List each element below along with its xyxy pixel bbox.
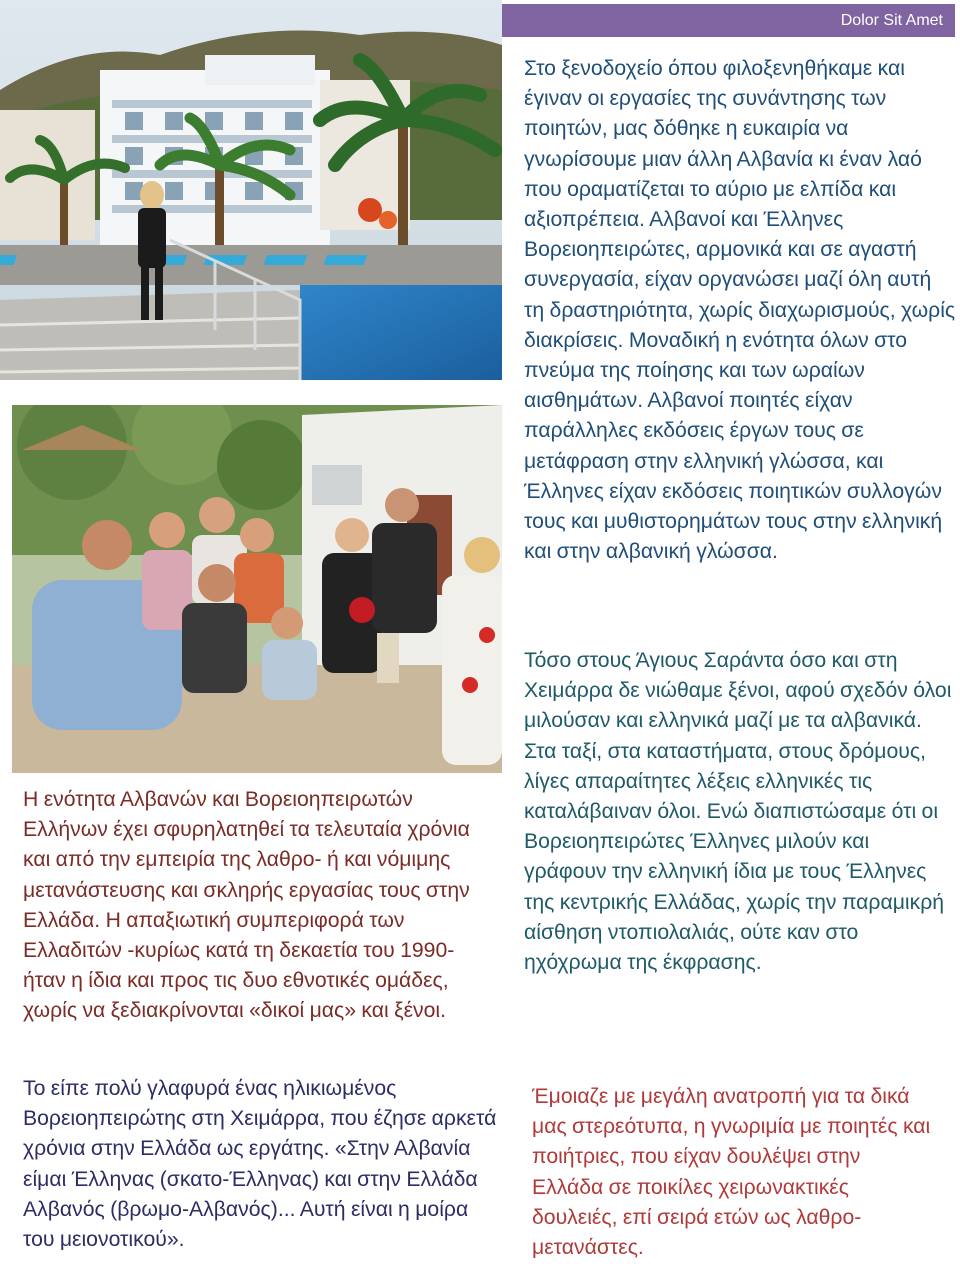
poets-group-photo-icon — [12, 405, 502, 773]
page-header-bar — [502, 4, 955, 37]
article-paragraph-quote: Το είπε πολύ γλαφυρά ένας ηλικιωμένος Βορειοηπειρώτης στη Χειμάρρα, που έζησε αρκετά χρόνια στην Ελλάδα ως εργάτης. «Στην Αλβανία είμαι Έλληνας (σκατο-Έλληνας) και στην Ελλάδα Αλβανός (βρωμο-Αλβανός)... Αυτή είναι η μοίρα του μειονοτικού». — [23, 1077, 497, 1252]
article-paragraph-language: Τόσο στους Άγιους Σαράντα όσο και στη Χειμάρρα δε νιώθαμε ξένοι, αφού σχεδόν όλοι μιλούσαν και ελληνικά μαζί με τα αλβανικά. Στα ταξί, στα καταστήματα, στους δρόμους, λίγες απαραίτητες λέξεις ελληνικές τις καταλάβαιναν όλοι. Ενώ διαπιστώσαμε ότι οι Βορειοηπειρώτες Έλληνες μιλούν και γράφουν την ελληνική ίδια με τους Έλληνες της κεντρικής Ελλάδας, χωρίς την παραμικρή αίσθηση ντοπιολαλιάς, ούτε καν στο ηχόχρωμα της έκφρασης. — [524, 649, 952, 975]
hotel-pool-photo — [0, 0, 502, 380]
header-label: Dolor Sit Amet — [840, 12, 943, 29]
article-paragraph-stereotypes: Έμοιαζε με μεγάλη ανατροπή για τα δικά μας στερεότυπα, η γνωριμία με ποιητές και ποιήτριες, που είχαν δουλέψει στην Ελλάδα σε ποικίλες χειρωνακτικές δουλειές, επί σειρά ετών ως λαθρο-μετανάστες. — [532, 1085, 931, 1260]
hotel-pool-photo-icon — [0, 0, 502, 380]
article-paragraph-hotel: Στο ξενοδοχείο όπου φιλοξενηθήκαμε και έγιναν οι εργασίες της συνάντησης των ποιητών, μας δόθηκε η ευκαιρία να γνωρίσουμε μιαν άλλη Αλβανία κι έναν λαό που οραματίζεται το αύριο με ελπίδα και αξιοπρέπεια. Αλβανοί και Έλληνες Βορειοηπειρώτες, αρμονικά και σε αγαστή συνεργασία, είχαν οργανώσει μαζί όλη αυτή τη δραστηριότητα, χωρίς διαχωρισμούς, χωρίς διακρίσεις. Μοναδική η ενότητα όλων στο πνεύμα της ποίησης και των ωραίων αισθημάτων. Αλβανοί ποιητές είχαν παράλληλες εκδόσεις έργων τους σε μετάφραση στην ελληνική γλώσσα, και Έλληνες είχαν εκδόσεις ποιητικών συλλογών τους και μυθιστορημάτων τους στην ελληνική και στην αλβανική γλώσσα. — [524, 57, 956, 564]
poets-group-photo — [12, 405, 502, 773]
article-paragraph-unity: Η ενότητα Αλβανών και Βορειοηπειρωτών Ελλήνων έχει σφυρηλατηθεί τα τελευταία χρόνια και από την εμπειρία της λαθρο- ή και νόμιμης μετανάστευσης και σκληρής εργασίας τους στην Ελλάδα. Η απαξιωτική συμπεριφορά των Ελλαδιτών -κυρίως κατά τη δεκαετία του 1990- ήταν η ίδια και προς τις δυο εθνοτικές ομάδες, χωρίς να ξεδιακρίνονται «δικοί μας» και ξένοι. — [23, 788, 470, 1023]
